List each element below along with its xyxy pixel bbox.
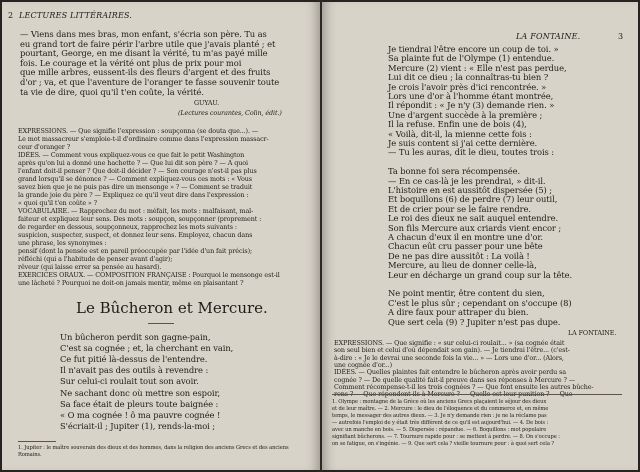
exercise-line: savez bien que je ne puis pas dire un mensonge » ? — Comment se traduit — [18, 183, 253, 191]
exercise-line: « quoi qu'il t'en coûte » ? — [18, 199, 97, 207]
poem-line: Que sert cela (9) ? Jupiter n'est pas dupe. — [388, 316, 561, 327]
poem-line: Et de crier pour se le faire rendre. — [388, 203, 531, 214]
poem-line: Et boquillons (6) de perdre (7) leur outil, — [388, 194, 558, 205]
exercise-line: à-dire : « Je le devrai une seconde fois la vie... » — Lors une d'or... (Alors, — [334, 353, 564, 362]
poem-line: A dire faux pour attraper du bien. — [388, 307, 529, 318]
left-page — [2, 2, 320, 470]
footnote-divider — [18, 441, 56, 442]
poem-line: Je suis content si j'ai cette dernière. — [388, 138, 538, 148]
exercise-line: grand lorsqu'il se dénonce ? — Comment expliquez-vous ces mots : « Vous — [18, 175, 252, 183]
poem-line: Ce fut pitié là-dessus de l'entendre. — [60, 354, 208, 365]
footnote-line: temps, le messager des autres dieux. — 3. Je n'y demande rien : je ne la réclame pas — [332, 413, 547, 419]
poem-line: Sa plainte fut de l'Olympe (1) entendue. — [388, 53, 555, 64]
exercise-line: ceur d'oranger ? — [18, 143, 71, 151]
poem-line: Lui dit ce dieu ; la connaîtras-tu bien ? — [388, 72, 549, 83]
poem-line: Je tiendrai l'être encore un coup de toi. » — [388, 44, 559, 54]
exercise-line: suspicion, suspecter, suspect, et donnez leur sens. Employez, chacun dans — [18, 231, 253, 239]
footnote-line: avec un manche en bois. — 5. Dispersée : répandue. — 6. Boquillons : mot populaire — [332, 427, 547, 433]
page-number: 3 — [618, 32, 624, 41]
text-line: — Viens dans mes bras, mon enfant, s'écria son père. Tu as — [20, 29, 267, 39]
footnote: 1. Jupiter : le maître souverain des dieux et des hommes, dans la religion des anciens Grecs et des anciens Romains. — [18, 445, 289, 458]
exercise-line: EXPRESSIONS. — Que signifie l'expression : soupçonna (se douta que...). — — [18, 127, 259, 135]
exercise-line: IDÉES. — Quelles plaintes fait entendre le bûcheron après avoir perdu sa — [334, 368, 566, 377]
text-line: fois. Le courage et la vérité ont plus de prix pour moi — [20, 57, 242, 68]
exercise-line: Le mot massacreur s'emploie-t-il d'ordinaire comme dans l'expression massacr- — [18, 135, 269, 143]
text-line: pourtant, George, en me disant la vérité, tu m'as payé mille — [20, 48, 268, 59]
footnote-divider — [332, 394, 622, 395]
poem-line: « O ma cognée ! ô ma pauvre cognée ! — [60, 409, 221, 420]
signature-author: LA FONTAINE. — [568, 329, 617, 337]
poem-line: Une d'argent succède à la première ; — [388, 109, 543, 120]
poem-line: Il n'avait pas des outils à revendre : — [60, 365, 209, 376]
text-line: eu grand tort de faire périr l'arbre utile que j'avais planté ; et — [20, 38, 276, 49]
poem-line: Sa face était de pleurs toute baignée : — [60, 398, 219, 409]
poem-line: Il répondit : « Je n'y (3) demande rien. » — [388, 100, 555, 111]
poem-line: Ne sachant donc où mettre son espoir, — [60, 387, 221, 398]
right-page — [322, 2, 638, 470]
exercise-line: pensif (dont la pensée est en pareil préoccupée par l'idée d'un fait précis); — [18, 247, 253, 255]
poem-line: S'écriait-il ; Jupiter (1), rends-la-moi ; — [60, 420, 215, 431]
footnote-line: — autrefois l'emploi de y était très différent de ce qu'il est aujourd'hui. — 4. De bois : — [332, 420, 549, 426]
exercise-line: EXPRESSIONS. — Que signifie : « sur celui-ci roulait... » (sa cognée était — [334, 339, 565, 347]
signature-author: GUYAU. — [194, 99, 220, 107]
title-divider — [148, 323, 174, 324]
exercise-line: une cognée d'or...) — [334, 360, 393, 369]
footnote-line: on se fatigue, on s'ingénie. — 9. Que sert cela ? vieille tournure pour : à quoi sert cela ? — [332, 441, 555, 447]
poem-line: De ne pas dire aussitôt : La voilà ! — [388, 250, 530, 261]
exercise-line: rêveur (qui laisse errer sa pensée au hasard). — [18, 263, 162, 271]
exercise-line: l'enfant doit-il penser ? Que doit-il décider ? — Son courage n'est-il pas plus — [18, 167, 257, 175]
poem-line: Leur en décharge un grand coup sur la tête. — [388, 269, 573, 280]
poem-line: Ne point mentir, être content du sien, — [388, 288, 545, 299]
footnote-line: signifiant bûcherons. — 7. Tournure rapide pour : se mettent à perdre. — 8. On s'occupe : — [332, 434, 560, 440]
poem-line: Ta bonne foi sera récompensée. — [388, 166, 521, 177]
poem-line: Sur celui-ci roulait tout son avoir. — [60, 376, 199, 387]
page-number: 2 — [8, 11, 14, 20]
footnote-line: et de leur maître. — 2. Mercure : le dieu de l'éloquence et du commerce et, en même — [332, 406, 549, 412]
poem-line: « Voilà, dit-il, la mienne cette fois : — [388, 128, 532, 139]
poem-line: Un bûcheron perdit son gagne-pain, — [60, 332, 211, 342]
exercise-line: EXERCICES ORAUX. — COMPOSITION FRANÇAISE : Pourquoi le mensonge est-il — [18, 271, 280, 279]
text-line: d'or ; va, et que l'aventure de l'oranger te fasse souvenir toute — [20, 77, 280, 87]
poem-line: Lors une d'or à l'homme étant montrée, — [388, 91, 554, 101]
exercise-line: IDÉES. — Comment vous expliquez-vous ce que fait le petit Washington — [18, 151, 245, 159]
exercise-line: rons ? — Que répondent-ils à Mercure ? — Quelle est leur punition ? — Que — [334, 390, 573, 399]
poem-line: L'histoire en est aussitôt dispersée (5) ; — [388, 185, 553, 195]
exercise-line: une phrase, les synonymes : — [18, 239, 107, 247]
poem-line: — Tu les auras, dit le dieu, toutes trois : — [388, 147, 555, 158]
text-line: ta vie de dire, quoi qu'il t'en coûte, la vérité. — [20, 86, 204, 97]
exercise-line: la grande joie du père ? — Expliquez ce qu'il veut dire dans l'expression : — [18, 191, 249, 199]
poem-line: Il la refuse. Enfin une de bois (4), — [388, 119, 527, 130]
exercise-line: Comment récompense-t-il les trois cognées ? — Que font ensuite les autres bûche- — [334, 382, 594, 391]
running-header: LECTURES LITTÉRAIRES. — [19, 11, 133, 20]
exercise-line: VOCABULAIRE. — Rapprochez du mot : méfait, les mots : malfaisant, mal- — [18, 207, 254, 215]
exercise-line: une lâcheté ? Pourquoi ne doit-on jamais mentir, même en plaisantant ? — [18, 279, 244, 287]
exercise-line: de regarder en dessous, soupçonneux, rapprochez les mots suivants : — [18, 223, 237, 231]
exercise-line: faiteur et expliquez leur sens. Des mots : soupçon, soupçonner (proprement : — [18, 215, 262, 223]
text-line: que mille arbres, eussent-ils des fleurs d'argent et des fruits — [20, 67, 271, 78]
poem-line: C'est le plus sûr ; cependant on s'occupe (8) — [388, 297, 572, 308]
poem-line: Mercure, au lieu de donner celle-là, — [388, 260, 537, 271]
poem-line: — En ce cas-là je les prendrai, » dit-il. — [388, 175, 546, 186]
poem-line: Je crois l'avoir près d'ici rencontrée. » — [388, 81, 547, 92]
footnote-line: 1. Olympe : montagne de la Grèce où les anciens Grecs plaçaient le séjour des dieux — [332, 399, 547, 405]
poem-line: Le roi des dieux ne sait auquel entendre. — [388, 213, 559, 224]
exercise-line: réfléchi (qui a l'habitude de penser avant d'agir); — [18, 255, 173, 263]
poem-line: Chacun eût cru passer pour une bête — [388, 241, 543, 252]
signature-source: (Lectures courantes, Colin, édit.) — [178, 109, 282, 117]
exercise-line: après qu'on lui a donné une hachette ? — Que lui dit son père ? — A quoi — [18, 159, 248, 167]
poem-line: C'est sa cognée ; et, la cherchant en vain, — [60, 343, 234, 354]
poem-title: Le Bûcheron et Mercure. — [76, 299, 268, 317]
exercise-line: cognée ? — De quelle qualité fait-il preuve dans ses réponses à Mercure ? — — [334, 375, 576, 384]
exercise-line: son seul bien et celui d'où dépendait son gain). — Je tiendrai l'être... (c'est- — [334, 346, 570, 355]
poem-line: A chacun d'eux il en montre une d'or. — [388, 232, 543, 242]
running-header: LA FONTAINE. — [516, 32, 581, 41]
poem-line: Mercure (2) vient : « Elle n'est pas perdue, — [388, 62, 567, 73]
poem-line: Son fils Mercure aux criards vient encor ; — [388, 222, 562, 233]
